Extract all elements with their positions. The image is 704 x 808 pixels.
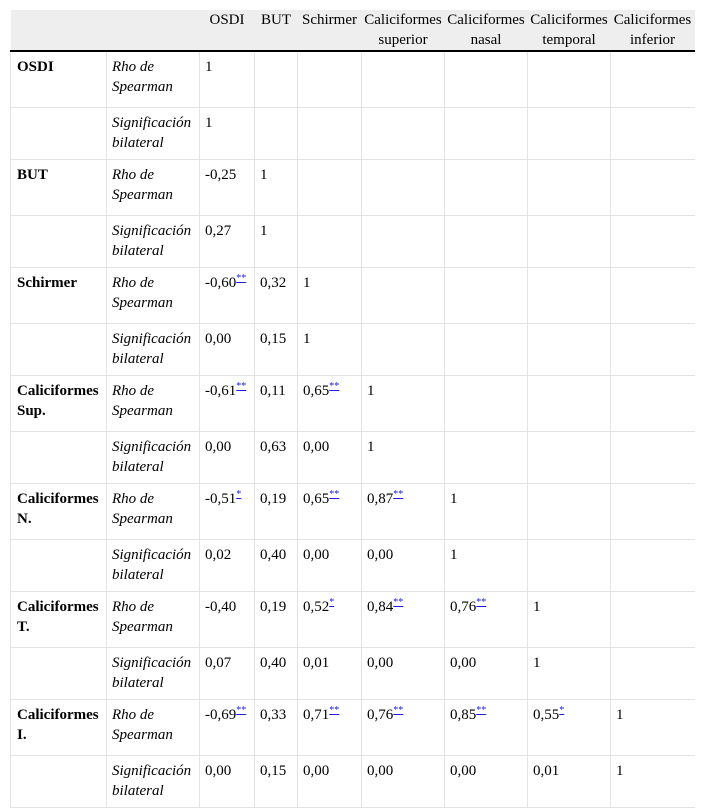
significance-footnote-link[interactable]: * — [329, 597, 335, 608]
cell-value: 0,15 — [260, 763, 287, 779]
value-cell — [611, 51, 695, 108]
statistic-label: Significación bilateral — [107, 324, 200, 376]
value-cell — [611, 592, 695, 648]
cell-value: 0,84 — [367, 599, 394, 615]
value-cell — [298, 592, 362, 648]
cell-value: 1 — [533, 599, 541, 615]
cell-value: 0,63 — [260, 439, 287, 455]
value-cell — [528, 51, 611, 108]
value-cell — [611, 324, 695, 376]
cell-value: 0,02 — [205, 547, 232, 563]
value-cell — [362, 268, 445, 324]
value-cell — [298, 484, 362, 540]
header-cell: OSDI — [200, 10, 255, 51]
value-cell — [200, 432, 255, 484]
cell-value: 0,00 — [303, 547, 330, 563]
cell-value: 1 — [533, 655, 541, 671]
significance-footnote-link[interactable]: ** — [236, 273, 247, 284]
table-row — [11, 324, 695, 376]
variable-name: OSDI — [11, 51, 107, 108]
cell-value: -0,60 — [205, 275, 237, 291]
value-cell — [528, 108, 611, 160]
value-cell — [200, 108, 255, 160]
header-cell: Caliciformes inferior — [611, 10, 695, 51]
table-row — [11, 540, 695, 592]
value-cell — [445, 376, 528, 432]
statistic-label: Rho de Spearman — [107, 592, 200, 648]
value-cell — [362, 700, 445, 756]
cell-value: 0,33 — [260, 707, 287, 723]
significance-footnote-link[interactable]: ** — [393, 705, 404, 716]
value-cell — [200, 160, 255, 216]
value-cell — [528, 540, 611, 592]
cell-value: 1 — [616, 763, 624, 779]
cell-value: 1 — [450, 547, 458, 563]
value-cell — [528, 268, 611, 324]
header-cell: Caliciformes temporal — [528, 10, 611, 51]
value-cell — [200, 540, 255, 592]
variable-name — [11, 432, 107, 484]
value-cell — [298, 160, 362, 216]
value-cell — [611, 108, 695, 160]
value-cell — [611, 700, 695, 756]
value-cell — [528, 700, 611, 756]
cell-value: 0,00 — [367, 655, 394, 671]
cell-value: 0,65 — [303, 491, 330, 507]
significance-footnote-link[interactable]: * — [559, 705, 565, 716]
cell-value: 1 — [303, 275, 311, 291]
cell-value: 0,00 — [450, 763, 477, 779]
cell-value: 0,11 — [260, 383, 286, 399]
statistic-label: Significación bilateral — [107, 432, 200, 484]
value-cell — [528, 432, 611, 484]
statistic-label: Rho de Spearman — [107, 51, 200, 108]
cell-value: 1 — [205, 59, 213, 75]
value-cell — [445, 700, 528, 756]
value-cell — [255, 216, 298, 268]
significance-footnote-link[interactable]: ** — [236, 705, 247, 716]
value-cell — [200, 700, 255, 756]
cell-value: -0,25 — [205, 167, 237, 183]
statistic-label: Significación bilateral — [107, 216, 200, 268]
cell-value: 0,40 — [260, 547, 287, 563]
value-cell — [611, 432, 695, 484]
header-cell: Caliciformes nasal — [445, 10, 528, 51]
value-cell — [445, 540, 528, 592]
table-row — [11, 108, 695, 160]
table-row — [11, 216, 695, 268]
cell-value: -0,40 — [205, 599, 237, 615]
variable-name: Caliciformes I. — [11, 700, 107, 756]
value-cell — [362, 216, 445, 268]
value-cell — [445, 592, 528, 648]
value-cell — [528, 324, 611, 376]
value-cell — [298, 268, 362, 324]
table-row — [11, 648, 695, 700]
value-cell — [255, 160, 298, 216]
statistic-label: Rho de Spearman — [107, 376, 200, 432]
value-cell — [362, 432, 445, 484]
value-cell — [528, 648, 611, 700]
value-cell — [255, 484, 298, 540]
value-cell — [528, 160, 611, 216]
value-cell — [611, 160, 695, 216]
value-cell — [611, 484, 695, 540]
value-cell — [255, 324, 298, 376]
variable-name — [11, 324, 107, 376]
value-cell — [200, 648, 255, 700]
value-cell — [362, 324, 445, 376]
value-cell — [298, 216, 362, 268]
cell-value: 1 — [260, 167, 268, 183]
variable-name — [11, 108, 107, 160]
value-cell — [200, 484, 255, 540]
significance-footnote-link[interactable]: ** — [236, 381, 247, 392]
cell-value: 0,65 — [303, 383, 330, 399]
cell-value: 0,00 — [205, 763, 232, 779]
value-cell — [298, 700, 362, 756]
value-cell — [255, 700, 298, 756]
value-cell — [298, 648, 362, 700]
statistic-label: Rho de Spearman — [107, 700, 200, 756]
significance-footnote-link[interactable]: ** — [393, 489, 404, 500]
cell-value: 0,40 — [260, 655, 287, 671]
value-cell — [445, 484, 528, 540]
cell-value: 0,27 — [205, 223, 232, 239]
cell-value: 0,71 — [303, 707, 330, 723]
cell-value: 0,76 — [450, 599, 477, 615]
value-cell — [611, 268, 695, 324]
cell-value: 1 — [367, 383, 375, 399]
value-cell — [200, 376, 255, 432]
value-cell — [611, 376, 695, 432]
value-cell — [445, 216, 528, 268]
cell-value: 0,00 — [205, 331, 232, 347]
table-row — [11, 432, 695, 484]
value-cell — [200, 51, 255, 108]
cell-value: 0,76 — [367, 707, 394, 723]
value-cell — [298, 432, 362, 484]
value-cell — [362, 108, 445, 160]
value-cell — [445, 51, 528, 108]
cell-value: 1 — [616, 707, 624, 723]
table-row — [11, 51, 695, 108]
statistic-label: Significación bilateral — [107, 756, 200, 808]
significance-footnote-link[interactable]: ** — [329, 489, 340, 500]
value-cell — [200, 216, 255, 268]
statistic-label: Significación bilateral — [107, 108, 200, 160]
value-cell — [298, 324, 362, 376]
value-cell — [445, 268, 528, 324]
value-cell — [200, 268, 255, 324]
header-cell — [107, 10, 200, 51]
statistic-label: Significación bilateral — [107, 540, 200, 592]
value-cell — [255, 648, 298, 700]
variable-name: BUT — [11, 160, 107, 216]
value-cell — [528, 216, 611, 268]
value-cell — [445, 324, 528, 376]
value-cell — [298, 108, 362, 160]
value-cell — [445, 432, 528, 484]
cell-value: 1 — [205, 115, 213, 131]
value-cell — [200, 324, 255, 376]
value-cell — [611, 648, 695, 700]
cell-value: -0,69 — [205, 707, 237, 723]
significance-footnote-link[interactable]: ** — [476, 705, 487, 716]
cell-value: 0,15 — [260, 331, 287, 347]
cell-value: 0,00 — [205, 439, 232, 455]
header-cell: Schirmer — [298, 10, 362, 51]
value-cell — [445, 108, 528, 160]
variable-name: Caliciformes T. — [11, 592, 107, 648]
variable-name — [11, 216, 107, 268]
cell-value: 1 — [367, 439, 375, 455]
cell-value: 0,32 — [260, 275, 287, 291]
cell-value: 0,07 — [205, 655, 232, 671]
value-cell — [255, 592, 298, 648]
cell-value: 0,52 — [303, 599, 330, 615]
table-row — [11, 160, 695, 216]
statistic-label: Rho de Spearman — [107, 484, 200, 540]
value-cell — [298, 540, 362, 592]
variable-name: Schirmer — [11, 268, 107, 324]
table-row — [11, 484, 695, 540]
header-row — [11, 10, 695, 51]
statistic-label: Rho de Spearman — [107, 268, 200, 324]
significance-footnote-link[interactable]: ** — [393, 597, 404, 608]
header-cell: Caliciformes superior — [362, 10, 445, 51]
value-cell — [298, 51, 362, 108]
cell-value: 0,01 — [533, 763, 560, 779]
value-cell — [255, 51, 298, 108]
variable-name: Caliciformes Sup. — [11, 376, 107, 432]
cell-value: 0,19 — [260, 599, 287, 615]
variable-name — [11, 648, 107, 700]
cell-value: 0,00 — [303, 439, 330, 455]
header-cell: BUT — [255, 10, 298, 51]
cell-value: 0,55 — [533, 707, 560, 723]
significance-footnote-link[interactable]: ** — [476, 597, 487, 608]
statistic-label: Rho de Spearman — [107, 160, 200, 216]
cell-value: 0,01 — [303, 655, 330, 671]
value-cell — [200, 592, 255, 648]
value-cell — [362, 484, 445, 540]
value-cell — [362, 51, 445, 108]
significance-footnote-link[interactable]: ** — [329, 381, 340, 392]
value-cell — [362, 540, 445, 592]
statistic-label: Significación bilateral — [107, 648, 200, 700]
value-cell — [528, 592, 611, 648]
value-cell — [362, 648, 445, 700]
cell-value: 0,85 — [450, 707, 477, 723]
value-cell — [445, 160, 528, 216]
cell-value: -0,51 — [205, 491, 237, 507]
cell-value: -0,61 — [205, 383, 237, 399]
cell-value: 1 — [260, 223, 268, 239]
value-cell — [611, 216, 695, 268]
cell-value: 0,00 — [367, 547, 394, 563]
value-cell — [255, 268, 298, 324]
value-cell — [255, 108, 298, 160]
cell-value: 0,19 — [260, 491, 287, 507]
value-cell — [362, 160, 445, 216]
value-cell — [362, 592, 445, 648]
header-cell — [11, 10, 107, 51]
value-cell — [528, 484, 611, 540]
table-row — [11, 376, 695, 432]
variable-name — [11, 540, 107, 592]
value-cell — [528, 376, 611, 432]
value-cell — [298, 376, 362, 432]
cell-value: 0,00 — [303, 763, 330, 779]
table-row — [11, 700, 695, 756]
cell-value: 0,00 — [367, 763, 394, 779]
table-row — [11, 268, 695, 324]
value-cell — [255, 432, 298, 484]
correlation-table — [10, 10, 695, 808]
value-cell — [255, 376, 298, 432]
cell-value: 1 — [450, 491, 458, 507]
table-row — [11, 592, 695, 648]
cell-value: 0,87 — [367, 491, 394, 507]
variable-name: Caliciformes N. — [11, 484, 107, 540]
value-cell — [255, 540, 298, 592]
value-cell — [611, 540, 695, 592]
value-cell — [362, 376, 445, 432]
value-cell — [445, 648, 528, 700]
significance-footnote-link[interactable]: * — [236, 489, 242, 500]
significance-footnote-link[interactable]: ** — [329, 705, 340, 716]
cell-value: 0,00 — [450, 655, 477, 671]
cell-value: 1 — [303, 331, 311, 347]
